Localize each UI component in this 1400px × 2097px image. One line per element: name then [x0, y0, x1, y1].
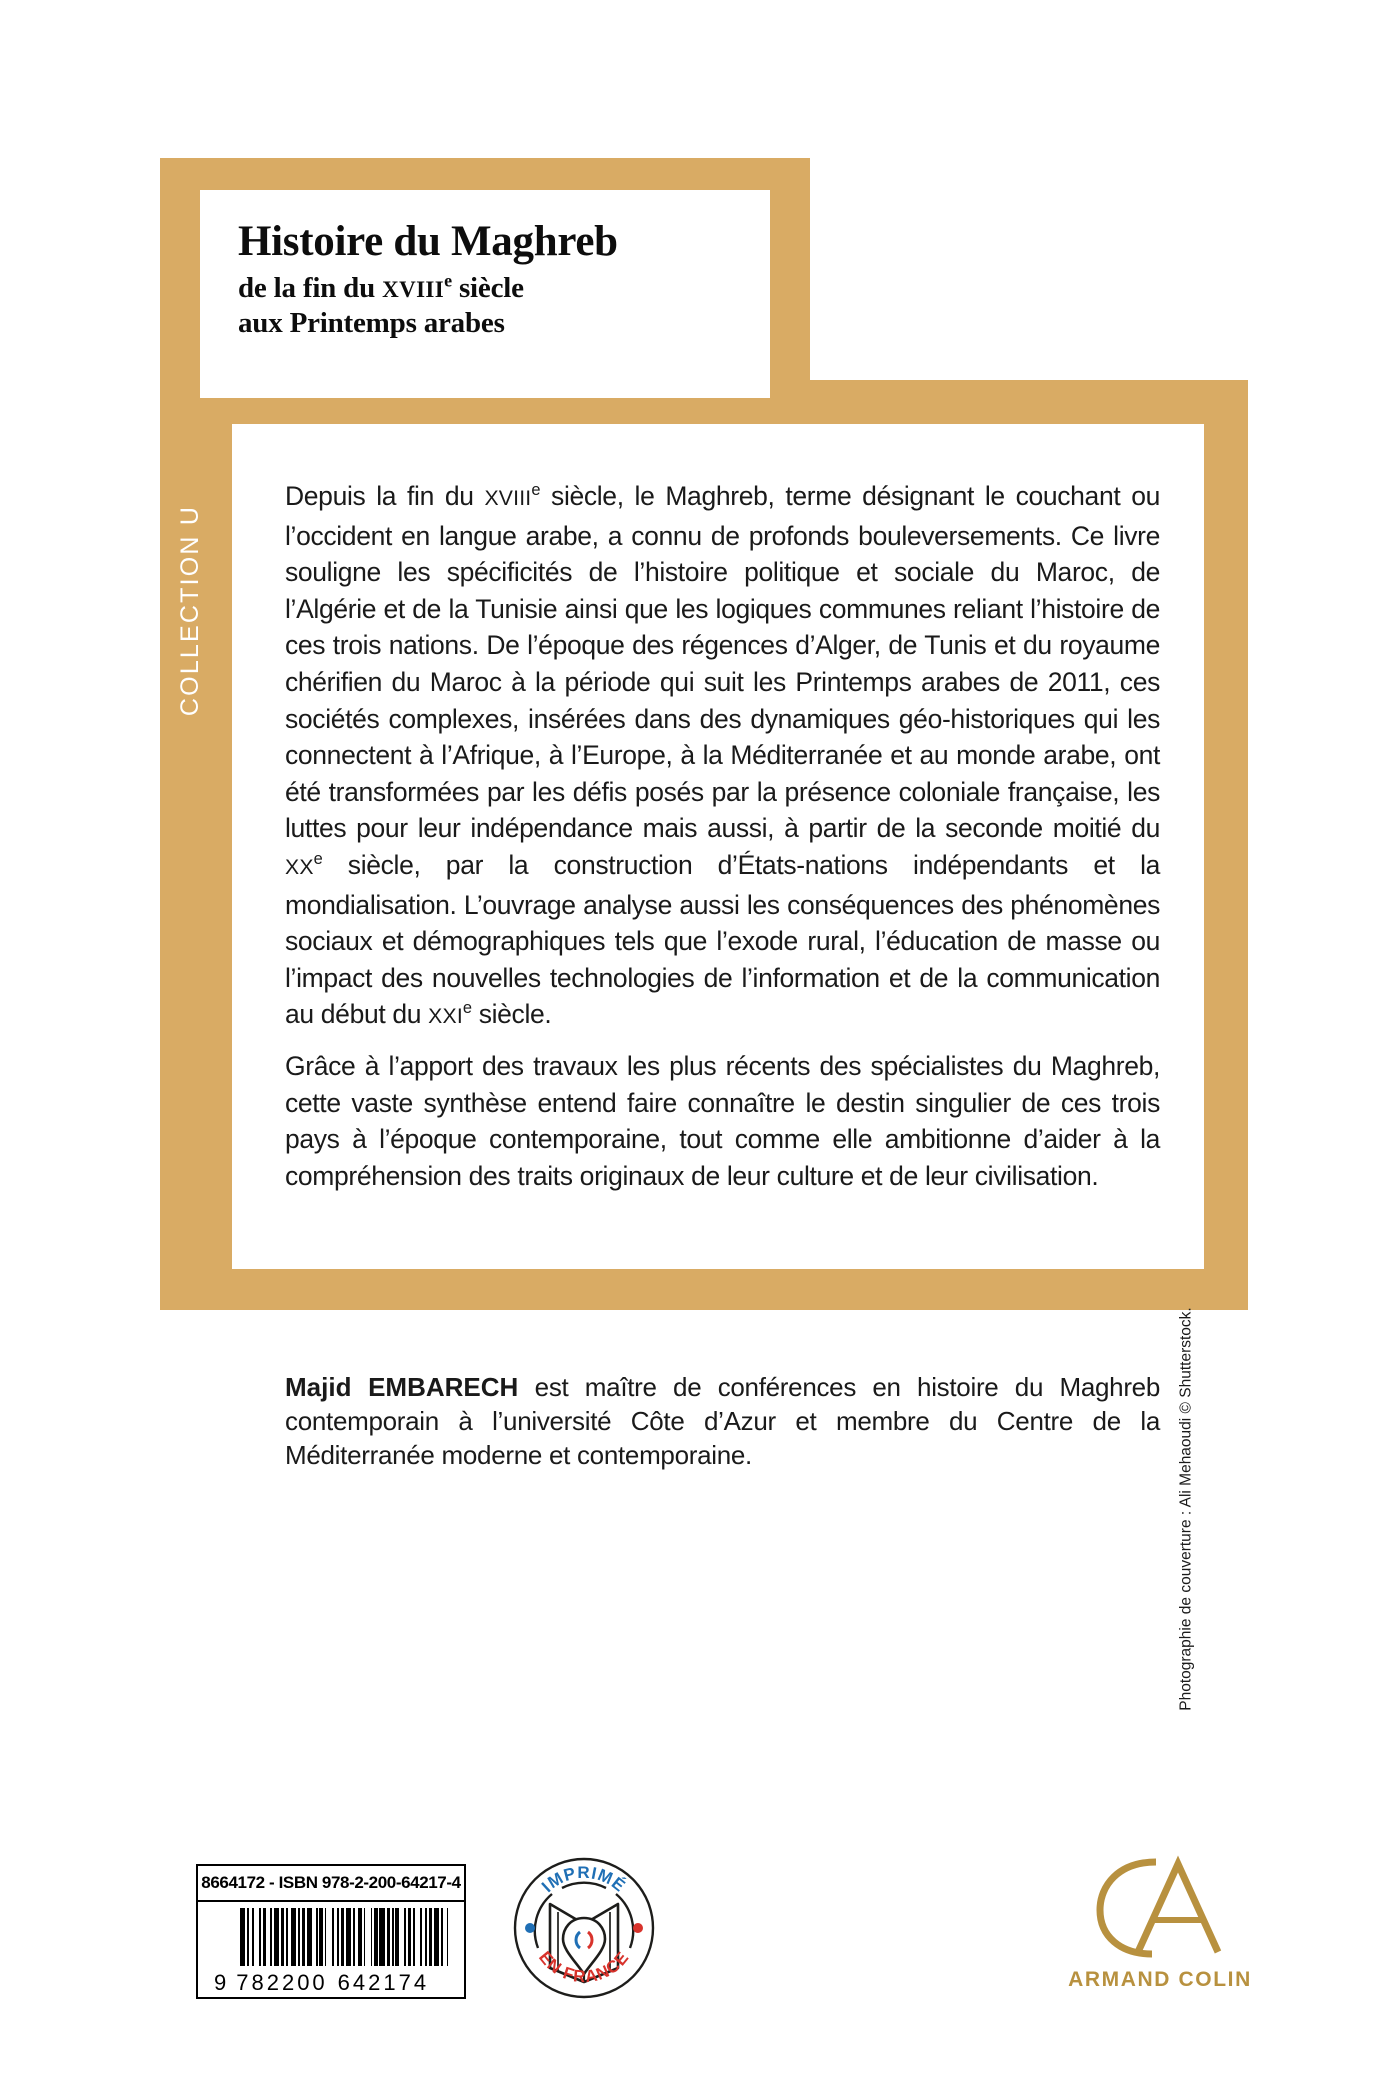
blurb-p1-romans-20: XX	[285, 855, 314, 879]
blurb-paragraph-1	[285, 478, 1160, 1036]
blurb-p1-part4: siècle.	[471, 999, 552, 1030]
page-title: Histoire du Maghreb	[238, 218, 618, 265]
subtitle-text-after: siècle	[451, 271, 524, 304]
publisher-logo	[1060, 1850, 1260, 1992]
stamp-bottom-text: EN FRANCE	[535, 1947, 633, 1987]
blurb-p1-part1: Depuis la fin du	[285, 481, 485, 511]
author-bio-text: est maître de conférences en histoire du Maghreb contemporain à l’université Côte d’Azur et membre du Centre de la Méditerranée moderne et contemporaine.	[285, 1372, 1160, 1470]
blurb-p1-ordinal-20: e	[313, 850, 323, 869]
stamp-top-text: IMPRIMÉ	[537, 1863, 630, 1897]
publisher-name: ARMAND COLIN	[1068, 1968, 1252, 1991]
collection-label-text: COLLECTION U	[176, 504, 205, 716]
blurb-p1-part2: siècle, le Maghreb, terme désignant le couchant ou l’occident en langue arabe, a connu de profonds bouleversements. Ce livre souligne les spécificités de l’histoire politique et sociale du Maroc, de l’Algérie et de la Tunisie ainsi que les logiques communes reliant l’histoire de ces trois nations. De l’époque des régences d’Alger, de Tunis et du royaume chérifien du Maroc à la période qui suit les Printemps arabes de 2011, ces sociétés complexes, insérées dans des dynamiques géo-historiques qui les connectent à l’Afrique, à l’Europe, à la Méditerranée et au monde arabe, ont été transformées par les défis posés par la présence coloniale française, les luttes pour leur indépendance mais aussi, à partir de la seconde moitié du	[285, 481, 1160, 844]
author-bio	[285, 1370, 1160, 1472]
isbn-text: 8664172 - ISBN 978-2-200-64217-4	[198, 1866, 464, 1902]
subtitle-century-ordinal: e	[444, 270, 452, 291]
barcode	[196, 1864, 466, 1999]
blurb-p1-romans-18: XVIII	[484, 487, 532, 510]
subtitle-century-romans: XVIII	[382, 276, 445, 302]
subtitle-text-before: de la fin du	[238, 271, 383, 304]
collection-label	[160, 410, 222, 810]
barcode-digit-lead: 9	[214, 1969, 230, 1995]
blurb-p1-ordinal-18: e	[531, 481, 541, 500]
armand-colin-monogram-icon	[1060, 1850, 1260, 1962]
imprime-en-france-icon	[508, 1852, 660, 2004]
imprime-en-france-stamp	[508, 1852, 660, 2004]
blurb-paragraph-2: Grâce à l’apport des travaux les plus récents des spécialistes du Maghreb, cette vaste synthèse entend faire connaître le destin singulier de ces trois pays à l’époque contemporaine, tout comme elle ambitionne d’aider à la compréhension des traits originaux de leur culture et de leur civilisation.	[285, 1050, 1160, 1191]
ca-monogram-icon	[1060, 1850, 1260, 1962]
blurb-p1-romans-21: XXI	[428, 1005, 463, 1029]
book-subtitle	[238, 271, 744, 342]
barcode-digits	[198, 1966, 464, 1999]
book-subtitle-line-2: aux Printemps arabes	[238, 307, 505, 340]
photo-credit-text: Photographie de couverture : Ali Mehaoudi © Shutterstock.	[1177, 1307, 1195, 1711]
blurb-p1-ordinal-21: e	[462, 999, 472, 1018]
author-name: Majid EMBARECH	[285, 1372, 519, 1402]
barcode-digit-group-2: 642174	[337, 1969, 430, 1995]
barcode-digit-group-1: 782200	[236, 1969, 328, 1995]
title-panel	[200, 190, 770, 398]
barcode-bars	[198, 1902, 464, 1966]
blurb-text	[285, 478, 1160, 1194]
blurb-p1-part3: siècle, par la construction d’États-nations indépendants et la mondialisation. L’ouvrage analyse aussi les conséquences des phénomènes sociaux et démographiques tels que l’exode rural, l’éducation de masse ou l’impact des nouvelles technologies de l’information et de la communication au début du	[285, 849, 1160, 1030]
book-subtitle-line-1	[238, 271, 744, 306]
